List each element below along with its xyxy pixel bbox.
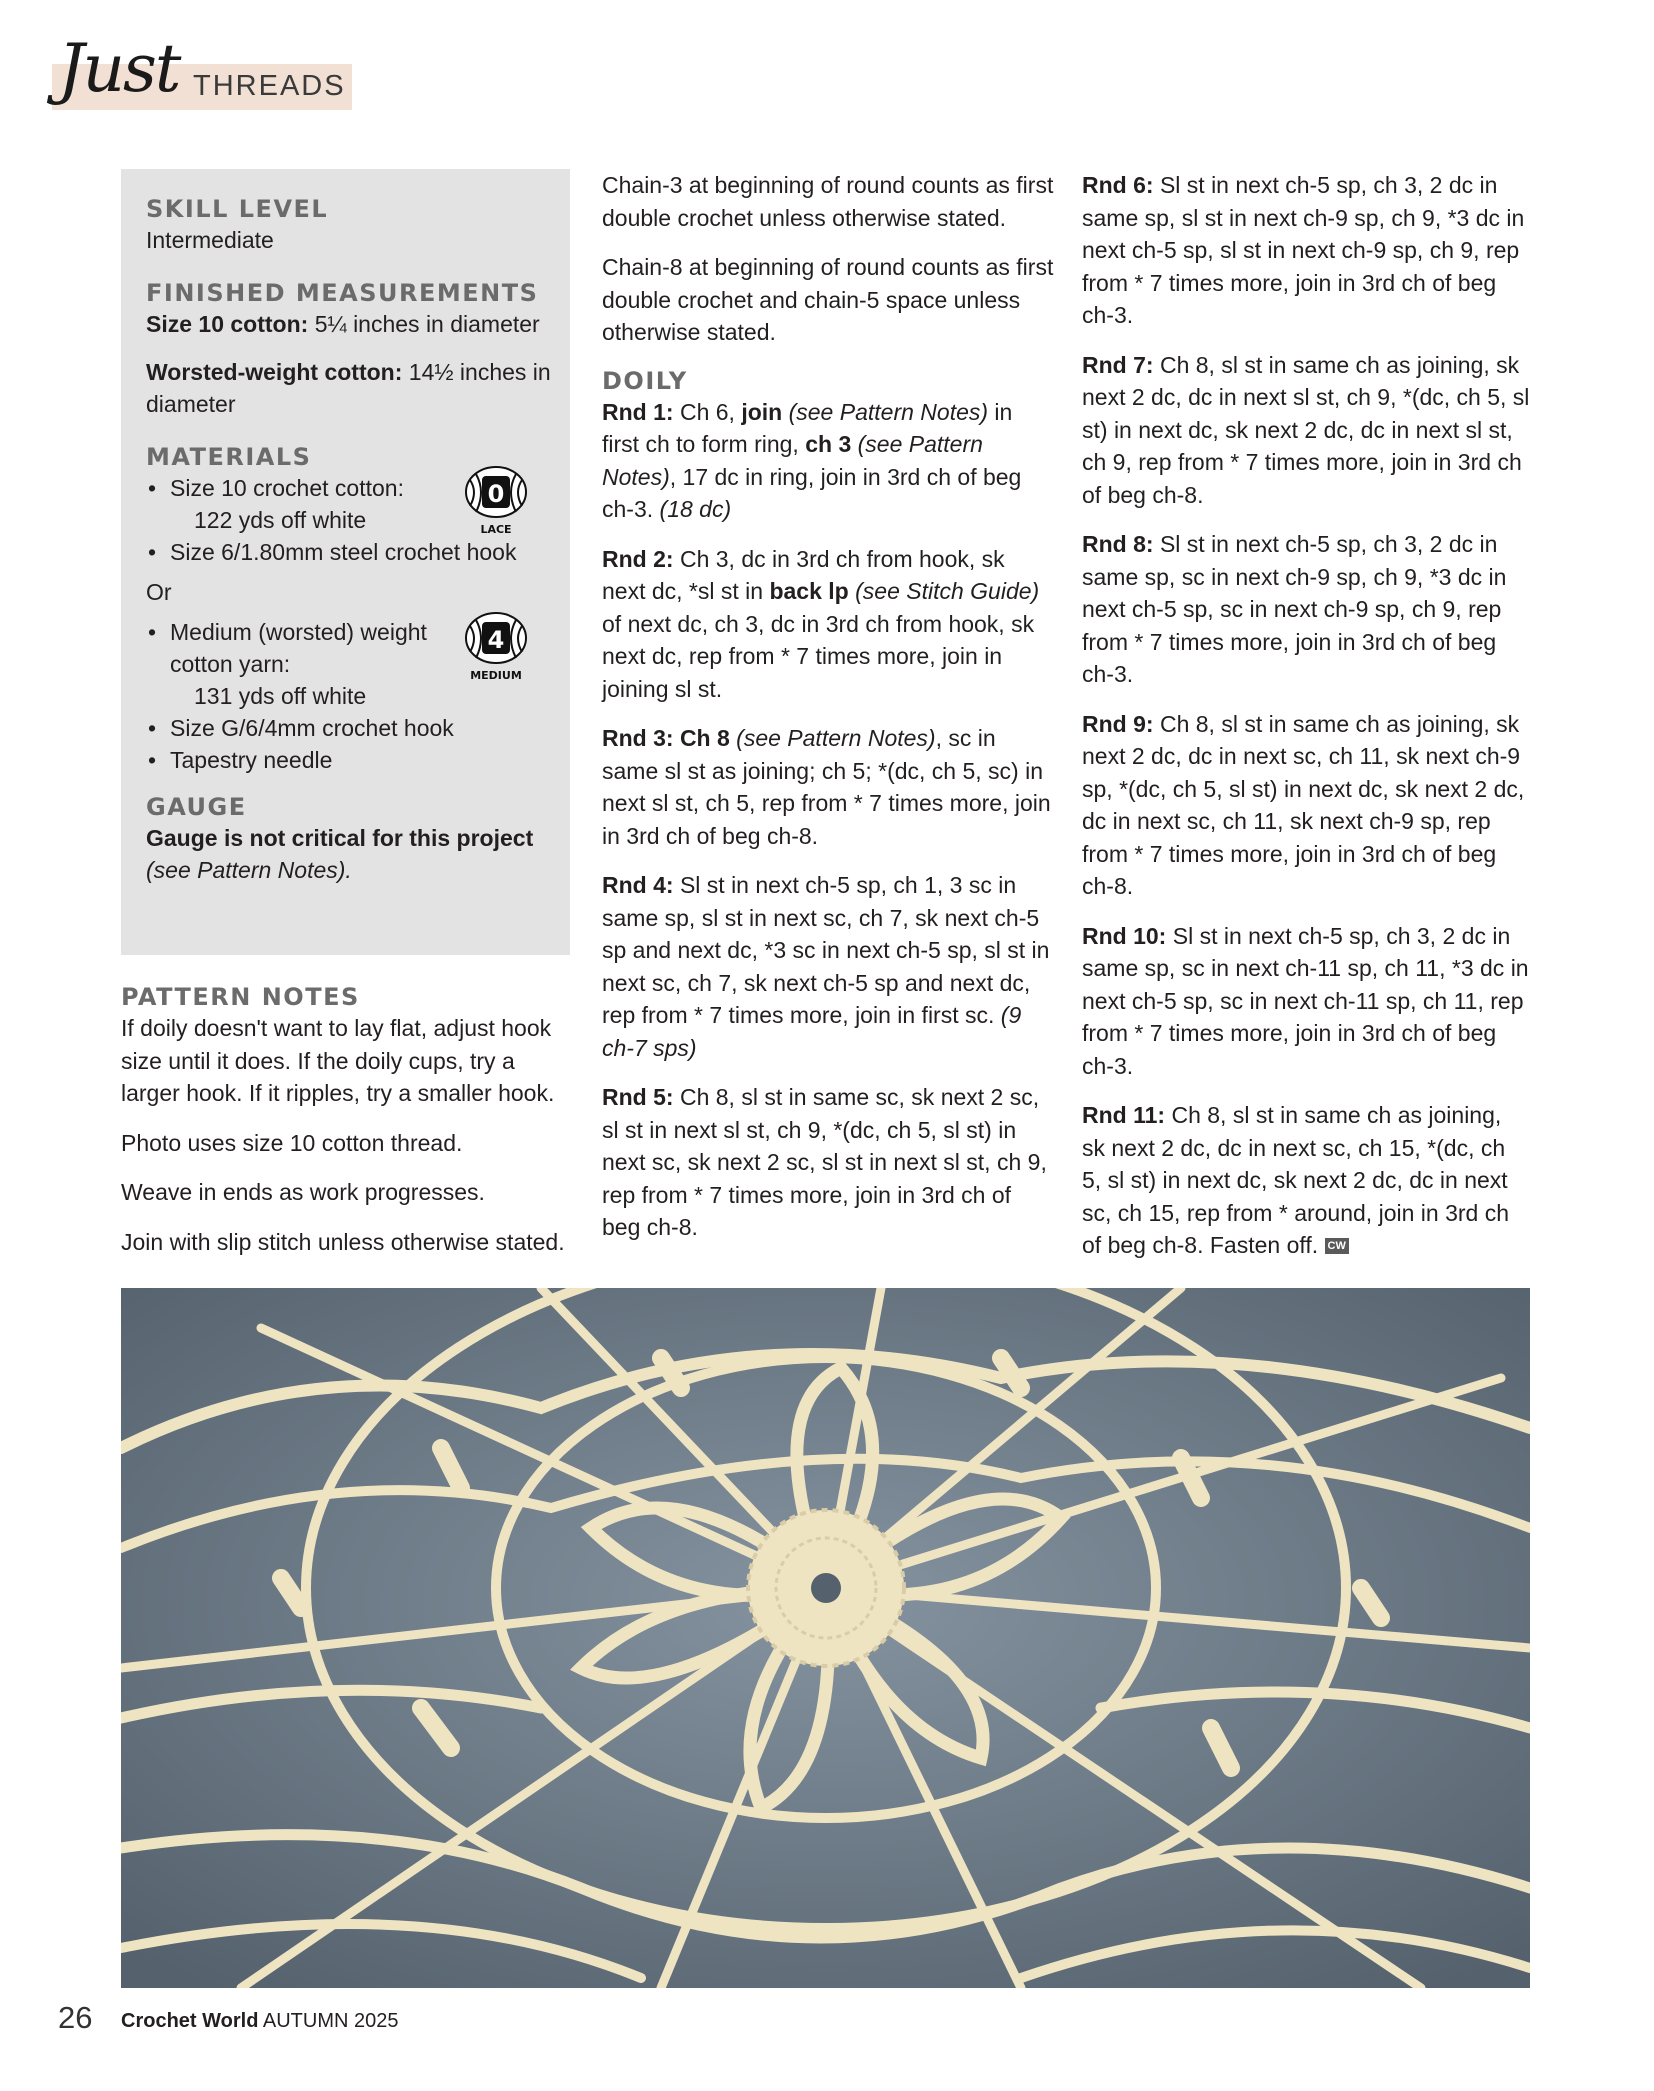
list-item: • Tapestry needle <box>146 744 552 776</box>
measurements-heading: FINISHED MEASUREMENTS <box>146 279 539 307</box>
doily-photo <box>121 1288 1530 1988</box>
skill-level-value: Intermediate <box>146 227 274 253</box>
note-paragraph: Weave in ends as work progresses. <box>121 1179 485 1205</box>
column-3 <box>1082 169 1530 1279</box>
svg-text:4: 4 <box>487 626 505 654</box>
gauge-heading: GAUGE <box>146 793 247 821</box>
size10-measure: Size 10 cotton: 5¼ inches in diameter <box>146 311 540 337</box>
round-2: Rnd 2: Ch 3, dc in 3rd ch from hook, sk next dc, *sl st in back lp (see Stitch Guide) of next dc, ch 3, dc in 3rd ch from hook, sk next dc, rep from * 7 times more, join in joining sl st. <box>602 545 1040 702</box>
svg-text:MEDIUM: MEDIUM <box>470 669 522 682</box>
pattern-notes <box>121 982 576 1275</box>
svg-text:0: 0 <box>487 480 505 508</box>
note-paragraph: If doily doesn't want to lay flat, adjust hook size until it does. If the doily cups, try a larger hook. If it ripples, try a smaller hook. <box>121 1015 555 1106</box>
materials-medium <box>146 616 552 776</box>
round-3: Rnd 3: Ch 8 (see Pattern Notes), sc in same sl st as joining; ch 5; *(dc, ch 5, sc) in next sl st, ch 5, rep from * 7 times more, join in 3rd ch of beg ch-8. <box>602 725 1051 849</box>
round-8: Rnd 8: Sl st in next ch-5 sp, ch 3, 2 dc in same sp, sc in next ch-9 sp, ch 9, *3 dc in next ch-5 sp, sc in next ch-9 sp, ch 9, rep from * 7 times more, join in 3rd ch of beg ch-3. <box>1082 531 1507 687</box>
svg-text:LACE: LACE <box>480 523 512 536</box>
round-11: Rnd 11: Ch 8, sl st in same ch as joining, sk next 2 dc, dc in next sc, ch 15, *(dc, ch 5, sl st) in next dc, sk next 2 dc, dc in next sc, ch 15, rep from * around, join in 3rd ch of beg ch-8. Fasten off. CW <box>1082 1102 1509 1258</box>
intro-paragraph: Chain-3 at beginning of round counts as first double crochet unless otherwise stated. <box>602 172 1054 231</box>
round-1: Rnd 1: Ch 6, join (see Pattern Notes) in first ch to form ring, ch 3 (see Pattern Notes), 17 dc in ring, join in 3rd ch of beg ch-3. (18 dc) <box>602 398 1022 522</box>
materials-list-a <box>146 472 552 504</box>
pattern-notes-heading: PATTERN NOTES <box>121 983 360 1011</box>
intro-paragraph: Chain-8 at beginning of round counts as first double crochet and chain-5 space unless otherwise stated. <box>602 254 1054 345</box>
list-item-sub: 122 yds off white <box>194 507 367 533</box>
list-item: • Size G/6/4mm crochet hook <box>146 712 552 744</box>
info-sidebar <box>121 169 570 955</box>
doily-illustration <box>121 1288 1530 1988</box>
or-text: Or <box>146 579 172 605</box>
round-4: Rnd 4: Sl st in next ch-5 sp, ch 1, 3 sc in same sp, sl st in next sc, ch 7, sk next ch-5 sp and next dc, *3 sc in next ch-5 sp, sl st in next sc, ch 7, sk next ch-5 sp and next dc, rep from * 7 times more, join in first sc. (9 ch-7 sps) <box>602 872 1050 1061</box>
round-7: Rnd 7: Ch 8, sl st in same ch as joining, sk next 2 dc, dc in next sl st, ch 9, *(dc, ch 5, sl st) in next dc, sk next 2 dc, dc in next sl st, ch 9, rep from * 7 times more, join in 3rd ch of beg ch-8. <box>1082 351 1530 508</box>
footer-magazine: Crochet World AUTUMN 2025 <box>121 2010 399 2032</box>
list-item: • Medium (worsted) weight cotton yarn: <box>146 616 452 680</box>
section-script-title: Just <box>58 30 180 107</box>
list-item-sub: 131 yds off white <box>194 683 367 709</box>
skill-level-heading: SKILL LEVEL <box>146 195 329 223</box>
page-number: 26 <box>58 2000 93 2035</box>
doily-heading: DOILY <box>602 366 688 395</box>
list-item: • Size 6/1.80mm steel crochet hook <box>146 536 552 568</box>
materials-heading: MATERIALS <box>146 443 312 471</box>
round-5: Rnd 5: Ch 8, sl st in same sc, sk next 2 sc, sl st in next sl st, ch 9, *(dc, ch 5, sl st) in next sc, sk next 2 sc, sl st in next sl st, ch 9, rep from * 7 times more, join in 3rd ch of beg ch-8. <box>602 1084 1047 1240</box>
medium-yarn-weight-icon <box>458 612 534 684</box>
materials-lace <box>146 472 552 568</box>
round-6: Rnd 6: Sl st in next ch-5 sp, ch 3, 2 dc in same sp, sl st in next ch-9 sp, ch 9, *3 dc in next ch-5 sp, sl st in next ch-9 sp, ch 9, rep from * 7 times more, join in 3rd ch of beg ch-3. <box>1082 172 1525 328</box>
list-item: • Size 10 crochet cotton: <box>146 472 552 504</box>
section-title: THREADS <box>193 70 346 102</box>
note-paragraph: Photo uses size 10 cotton thread. <box>121 1129 463 1156</box>
gauge-text: Gauge is not critical for this project (see Pattern Notes). <box>146 825 534 883</box>
worsted-measure: Worsted-weight cotton: 14½ inches in diameter <box>146 359 551 417</box>
round-9: Rnd 9: Ch 8, sl st in same ch as joining, sk next 2 dc, dc in next sc, ch 11, sk next ch-9 sp, *(dc, ch 5, sl st) in next dc, sk next 2 dc, dc in next sc, ch 11, sk next ch-9 sp, rep from * 7 times more, join in 3rd ch of beg ch-8. <box>1082 710 1525 899</box>
cw-end-mark: CW <box>1325 1238 1349 1254</box>
column-2 <box>602 169 1054 1261</box>
round-10: Rnd 10: Sl st in next ch-5 sp, ch 3, 2 dc in same sp, sc in next ch-11 sp, ch 11, *3 dc in next ch-5 sp, sc in next ch-11 sp, ch 11, rep from * 7 times more, join in 3rd ch of beg ch-3. <box>1082 922 1529 1079</box>
note-paragraph: Join with slip stitch unless otherwise stated. <box>121 1228 565 1255</box>
